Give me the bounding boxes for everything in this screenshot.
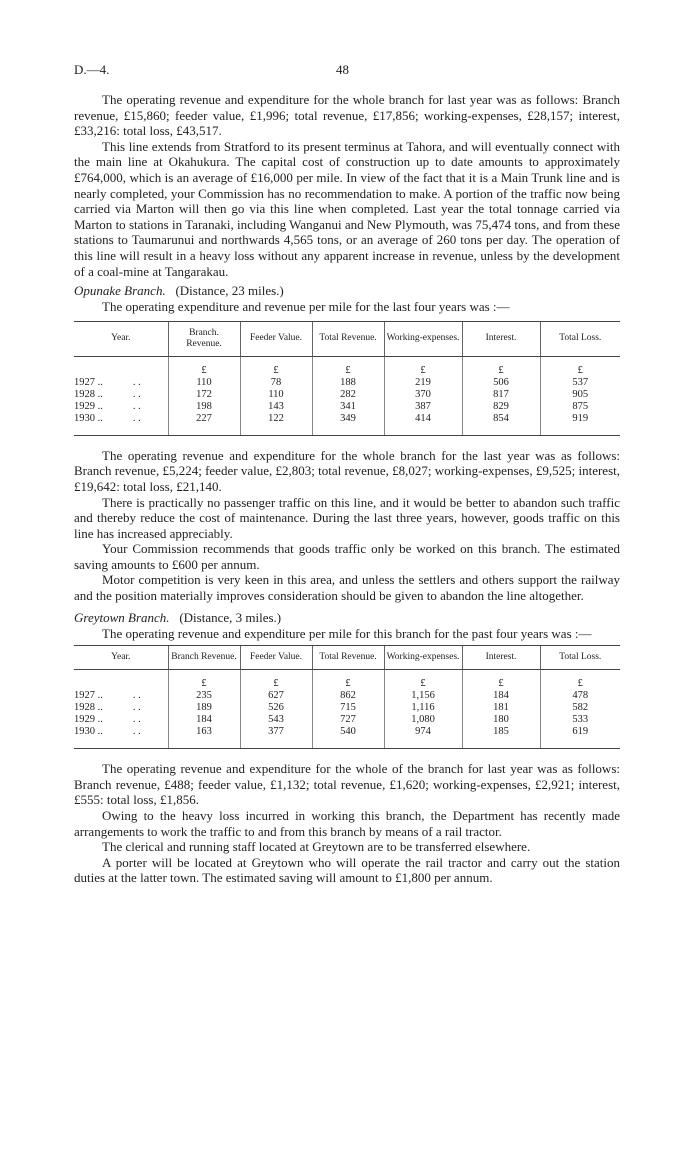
column-header: Total Revenue.: [312, 321, 384, 356]
value-cell: 198: [168, 401, 240, 413]
column-header: Feeder Value.: [240, 646, 312, 670]
column-header: Branch Revenue.: [168, 646, 240, 670]
unit-label: £: [312, 365, 384, 377]
value-cell: 537: [540, 377, 620, 389]
opunake-commentary: [74, 448, 620, 604]
year-label: 1928 ..: [74, 388, 103, 400]
value-cell: 185: [462, 726, 540, 749]
paragraph: The operating revenue and expenditure for the whole branch for the last year was as follows: Branch revenue, £5,224; feeder value, £2,803; total revenue, £8,027; working-expenses, £9,525; interest, £19,642: total loss, £21,140.: [74, 447, 620, 494]
unit-label: £: [168, 365, 240, 377]
column-header: Year.: [74, 321, 168, 356]
table-row: [74, 690, 620, 702]
year-label: 1928 ..: [74, 702, 103, 714]
table-row: [74, 726, 620, 749]
leader-dots: . .: [132, 690, 141, 702]
table-header-row: [74, 321, 620, 356]
year-label: 1929 ..: [74, 714, 103, 726]
leader-dots: . .: [132, 702, 141, 714]
greytown-commentary: [74, 761, 620, 886]
value-cell: 181: [462, 702, 540, 714]
leader-dots: . .: [132, 714, 141, 726]
value-cell: 189: [168, 702, 240, 714]
value-cell: 875: [540, 401, 620, 413]
paragraph: The operating revenue and expenditure for the whole of the branch for last year was as follows: Branch revenue, £488; feeder value, £1,132; total revenue, £1,620; working-expenses, £2,921; interest, £555: total loss, £1,856.: [74, 761, 620, 808]
value-cell: 817: [462, 389, 540, 401]
value-cell: 110: [168, 377, 240, 389]
table-row: [74, 714, 620, 726]
paragraph: Motor competition is very keen in this area, and unless the settlers and others support the railway and the position materially improves consideration should be given to abandon the line altogether.: [74, 572, 620, 604]
year-cell: [74, 714, 168, 726]
value-cell: 180: [462, 714, 540, 726]
branch-distance: (Distance, 23 miles.): [175, 283, 284, 299]
table-body: [74, 356, 620, 435]
table-header-row: [74, 646, 620, 670]
value-cell: 478: [540, 690, 620, 702]
value-cell: 1,156: [384, 690, 462, 702]
value-cell: 1,080: [384, 714, 462, 726]
value-cell: 526: [240, 702, 312, 714]
document-page: [74, 0, 620, 886]
year-cell: [74, 690, 168, 702]
leader-dots: . .: [132, 388, 141, 400]
table-intro-opunake: The operating expenditure and revenue per mile for the last four years was :—: [102, 299, 510, 315]
value-cell: 122: [240, 413, 312, 436]
value-cell: 862: [312, 690, 384, 702]
year-cell: [74, 726, 168, 749]
year-cell: [74, 389, 168, 401]
column-header: Interest.: [462, 321, 540, 356]
value-cell: 619: [540, 726, 620, 749]
section-heading-opunake: [74, 283, 620, 299]
value-cell: 533: [540, 714, 620, 726]
unit-label: £: [462, 678, 540, 690]
table-row: [74, 389, 620, 401]
table-body: [74, 670, 620, 749]
value-cell: 543: [240, 714, 312, 726]
year-cell: [74, 702, 168, 714]
section-heading-greytown: [74, 610, 620, 626]
value-cell: 727: [312, 714, 384, 726]
value-cell: 184: [462, 690, 540, 702]
value-cell: 172: [168, 389, 240, 401]
unit-label: £: [168, 678, 240, 690]
value-cell: 540: [312, 726, 384, 749]
value-cell: 341: [312, 401, 384, 413]
column-header: Interest.: [462, 646, 540, 670]
page-number: 48: [336, 62, 349, 77]
value-cell: 829: [462, 401, 540, 413]
table-row: [74, 702, 620, 714]
year-label: 1927 ..: [74, 376, 103, 388]
value-cell: 1,116: [384, 702, 462, 714]
document-reference: D.—4.: [74, 62, 110, 77]
table-row: [74, 401, 620, 413]
paragraph: Your Commission recommends that goods traffic only be worked on this branch. The estimated saving amounts to £600 per annum.: [74, 541, 620, 572]
value-cell: 110: [240, 389, 312, 401]
paragraph: Owing to the heavy loss incurred in working this branch, the Department has recently made arrangements to work the traffic to and from this branch by means of a rail tractor.: [74, 808, 620, 839]
paragraph-stratford-line: This line extends from Stratford to its present terminus at Tahora, and will eventually connect with the main line at Okahukura. The capital cost of construction up to date amounts to approximately £764,000, which is an average of £16,000 per mile. In view of the fact that it is a Main Trunk line and is nearly completed, your Commission has no recommendation to make. A portion of the traffic now being carried via Marton will then go via this line when completed. Last year the total tonnage carried via Marton to stations in Taranaki, including Wanganui and New Plymouth, was 75,474 tons, and from these stations to Taumarunui and northwards 4,565 tons, or an average of 260 tons per day. The operation of this line will result in a heavy loss without any apparent increase in revenue, unless by the development of a coal-mine at Tangarakau.: [74, 138, 620, 279]
paragraph: The clerical and running staff located at Greytown are to be transferred elsewhere.: [102, 839, 531, 855]
value-cell: 370: [384, 389, 462, 401]
value-cell: 235: [168, 690, 240, 702]
value-cell: 78: [240, 377, 312, 389]
unit-label: £: [540, 365, 620, 377]
leader-dots: . .: [132, 412, 141, 424]
column-header: Feeder Value.: [240, 321, 312, 356]
branch-name: Opunake Branch.: [74, 283, 166, 299]
value-cell: 974: [384, 726, 462, 749]
year-label: 1927 ..: [74, 690, 103, 702]
value-cell: 414: [384, 413, 462, 436]
value-cell: 377: [240, 726, 312, 749]
value-cell: 919: [540, 413, 620, 436]
branch-name: Greytown Branch.: [74, 609, 170, 625]
value-cell: 582: [540, 702, 620, 714]
value-cell: 349: [312, 413, 384, 436]
year-label: 1929 ..: [74, 400, 103, 412]
table-row: [74, 413, 620, 436]
value-cell: 854: [462, 413, 540, 436]
column-header: Working-expenses.: [384, 321, 462, 356]
leader-dots: . .: [132, 726, 141, 738]
column-header: Branch. Revenue.: [168, 321, 240, 356]
value-cell: 227: [168, 413, 240, 436]
column-header: Total Loss.: [540, 321, 620, 356]
value-cell: 184: [168, 714, 240, 726]
table-row: [74, 377, 620, 389]
year-cell: [74, 413, 168, 436]
table-intro-greytown: The operating revenue and expenditure per mile for this branch for the past four years was :—: [102, 625, 592, 641]
unit-label: £: [540, 678, 620, 690]
unit-label: £: [384, 678, 462, 690]
column-header: Total Loss.: [540, 646, 620, 670]
paragraph-branch-summary: The operating revenue and expenditure for the whole branch for last year was as follows: Branch revenue, £15,860; feeder value, £1,996; total revenue, £17,856; working-expenses, £28,157; interest, £33,216: total loss, £43,517.: [74, 92, 620, 139]
column-header: Working-expenses.: [384, 646, 462, 670]
value-cell: 387: [384, 401, 462, 413]
unit-label: £: [240, 678, 312, 690]
leader-dots: . .: [132, 400, 141, 412]
unit-label: £: [384, 365, 462, 377]
value-cell: 905: [540, 389, 620, 401]
year-cell: [74, 401, 168, 413]
value-cell: 715: [312, 702, 384, 714]
value-cell: 282: [312, 389, 384, 401]
year-cell: [74, 377, 168, 389]
paragraph: There is practically no passenger traffic on this line, and it would be better to abandon such traffic and thereby reduce the cost of maintenance. During the last three years, however, goods traffic on this line has increased appreciably.: [74, 494, 620, 541]
page-header: [74, 62, 620, 82]
year-label: 1930 ..: [74, 412, 103, 424]
value-cell: 506: [462, 377, 540, 389]
value-cell: 143: [240, 401, 312, 413]
column-header: Total Revenue.: [312, 646, 384, 670]
value-cell: 627: [240, 690, 312, 702]
branch-distance: (Distance, 3 miles.): [179, 609, 282, 625]
unit-label: £: [462, 365, 540, 377]
table-opunake: [74, 321, 620, 436]
table-greytown: [74, 645, 620, 749]
year-label: 1930 ..: [74, 726, 103, 738]
paragraph: A porter will be located at Greytown who will operate the rail tractor and carry out the station duties at the latter town. The estimated saving will amount to £1,800 per annum.: [74, 854, 620, 886]
value-cell: 219: [384, 377, 462, 389]
unit-label: £: [240, 365, 312, 377]
unit-label: £: [312, 678, 384, 690]
leader-dots: . .: [132, 376, 141, 388]
value-cell: 188: [312, 377, 384, 389]
column-header: Year.: [74, 646, 168, 670]
value-cell: 163: [168, 726, 240, 749]
